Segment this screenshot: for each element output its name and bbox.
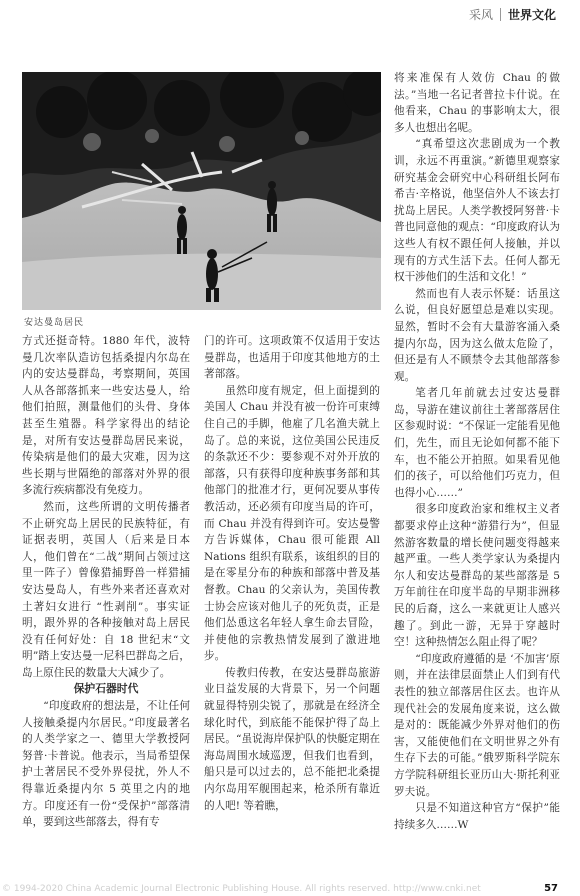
paragraph: 方式还挺奇特。1880 年代，波特曼几次率队造访包括桑提内尔岛在内的安达曼群岛，考察期间，英国人从各部落抓来一些安达曼人，给他们拍照，测量他们的头骨、身体甚至生殖器。科学家得出的结论是，对所有安达曼群岛居民来说，传染病是他们的最大灾难，因为这些长期与世隔绝的部落对外界的很多流行疾病都没有免疫力。	[22, 335, 190, 497]
paragraph: “真希望这次悲剧成为一个教训，永远不再重演。”新德里观察家研究基金会研究中心科研组长阿布希吉·辛格说，他坚信外人不该去打扰岛上居民。人类学教授阿努普·卡普也同意他的观点：“印度政府认为这些人有权不跟任何人接触，并以现有的方式生活下去。任何人都无权干涉他们的生活和文化！”	[394, 138, 560, 284]
photo-caption: 安达曼岛居民	[24, 318, 85, 328]
paragraph: 门的许可。这项政策不仅适用于安达曼群岛，也适用于印度其他地方的土著部落。	[204, 335, 380, 381]
paragraph: 然而，这些所谓的文明传播者不止研究岛上居民的民族特征，有证据表明，英国人（后来是日本人，他们曾在“二战”期间占领过这里一阵子）曾像猎捕野兽一样猎捕安达曼岛人，有些外来者还喜欢对土著妇女进行 “性剥削”。事实证明，跟外界的各种接触对岛上居民没有任何好处：自 18 世纪末“文明”踏上安达曼一尼科巴群岛之后，岛上原住民的数量大大减少了。	[22, 500, 190, 679]
paragraph: “印度政府的想法是，不让任何人接触桑提内尔居民。”印度最著名的人类学家之一、德里大学教授阿努普·卡普说。他表示，当局希望保护土著居民不受外界侵扰，外人不得靠近桑提内尔 5 英里之内的地方。印度还有一份“受保护”部落清单，要到这些部落去，得有专	[22, 700, 190, 829]
paragraph: 笔者几年前就去过安达曼群岛，导游在建议前往土著部落居住区参观时说：“不保证一定能看见他们，先生，而且无论如何都不能下车，也不能公开拍照。如果看见他们的孩子，可以给他们巧克力，但也得小心……”	[394, 387, 560, 499]
section-heading: 保护石器时代	[73, 682, 139, 696]
page-number: 57	[544, 883, 558, 894]
paragraph: 只是不知道这种官方“保护”能持续多久……W	[394, 802, 560, 831]
paragraph: 然而也有人表示怀疑：话虽这么说，但良好愿望总是难以实现。显然，暂时不会有大量游客涌入桑提内尔岛，因为这么做太危险了，但还是有人不顾禁令去其他部落参观。	[394, 287, 560, 383]
article-photo	[22, 72, 381, 310]
header-divider	[500, 8, 501, 21]
page-header	[469, 6, 556, 23]
copyright-watermark: © 1994-2020 China Academic Journal Electronic Publishing House. All rights reserved. http://www.cnki.net	[2, 884, 481, 894]
text-column-1	[22, 333, 190, 881]
page-footer	[0, 884, 580, 896]
paragraph: 将来准保有人效仿 Chau 的做法。”当地一名记者普拉卡什说。在他看来，Chau 的事影响太大，很多人也想出名呢。	[394, 72, 560, 134]
paragraph: 虽然印度有规定，但上面提到的美国人 Chau 并没有被一份许可束缚住自己的手脚，他雇了几名渔夫就上岛了。总的来说，这位美国公民违反的条款还不少：要参观不对外开放的部落，只有获得印度种族事务部和其他部门的批准才行，更何况要从事传教活动，还必须有印度当局的许可，而 Chau 并没有得到许可。安达曼警方告诉媒体，Chau 很可能跟 All Nations 组织有联系，该组织的目的是在零星分布的种族和部落中普及基督教。Chau 的父亲认为，美国传教士协会应该对他儿子的死负责，正是他们怂恿这名年轻人拿生命去冒险，并使他的宗教热情发展到了激进地步。	[204, 384, 380, 663]
text-column-2	[204, 333, 380, 881]
beach-photo-illustration	[22, 72, 381, 310]
paragraph: 传教归传教，在安达曼群岛旅游业日益发展的大背景下，另一个问题就显得特别尖锐了，那就是在经济全球化时代，到底能不能保护得了岛上居民。“虽说海岸保护队的快艇定期在海岛周围水域巡逻，但我们也看到，船只是可以过去的，总不能把北桑提内尔岛用军舰围起来，枪杀所有靠近的人吧! 等着瞧，	[204, 666, 380, 812]
magazine-name: 世界文化	[507, 8, 556, 22]
text-column-3	[394, 70, 560, 881]
section-label: 采风	[468, 8, 493, 22]
paragraph: 很多印度政治家和维权主义者都要求停止这种“游猎行为”，但显然游客数量的增长使问题变得越来越严重。一些人类学家认为桑提内尔人和安达曼群岛的某些部落是 5 万年前往在印度半岛的早期非洲移民的后裔，这么一来就更让人感兴趣了。到此一游，无异于穿越时空！这种热情怎么阻止得了呢？	[394, 503, 560, 649]
paragraph: “印度政府遵循的是 ‘不加害’原则，并在法律层面禁止人们到有代表性的独立部落居住区去。也许从现代社会的发展角度来说，这么做是对的：既能减少外界对他们的伤害，又能使他们在文明世界之外有生存下去的可能。”俄罗斯科学院东方学院科研组长亚历山大·斯托利亚罗夫说。	[394, 652, 560, 798]
